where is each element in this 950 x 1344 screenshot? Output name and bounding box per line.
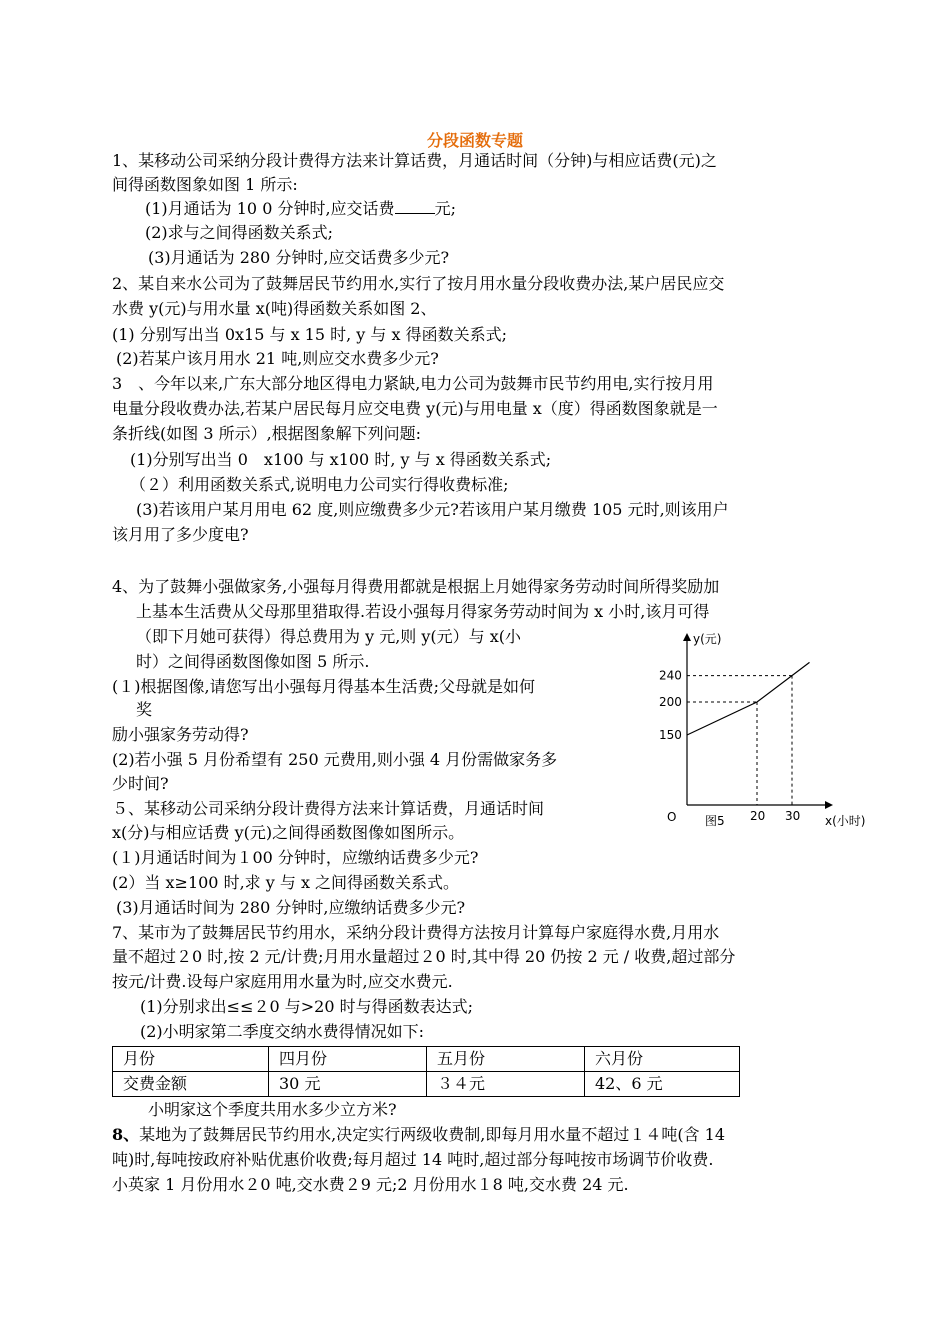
table-header-cell: 五月份 [427,1047,585,1072]
x-axis-arrow [825,801,833,809]
q1-part-1-unit: 元; [434,199,456,218]
q5-part-1: (１)月通话时间为１00 分钟时，应缴纳话费多少元? [112,848,479,867]
q7-part-2: (2)小明家第二季度交纳水费得情况如下: [140,1022,425,1041]
chart-svg [655,625,866,835]
q4-line-4: 时）之间得函数图像如图 5 所示. [136,652,370,671]
x-tick-label: 30 [785,809,801,823]
table-cell: ３４元 [427,1072,585,1097]
q1-part-2: (2)求与之间得函数关系式; [145,223,334,242]
answer-blank [395,199,435,214]
q1-part-3: (3)月通话为 280 分钟时,应交话费多少元? [148,248,450,267]
q2-line-1: 2、某自来水公司为了鼓舞居民节约用水,实行了按月用水量分段收费办法,某户居民应交 [112,274,725,293]
origin-label: O [667,810,677,824]
water-fee-table [112,1046,740,1097]
x-axis-label: x(小时) [825,814,866,828]
q3-part-3: (3)若该用户某月用电 62 度,则应缴费多少元?若该用户某月缴费 105 元时,则该用户 [136,500,729,519]
q3-line-2: 电量分段收费办法,若某户居民每月应交电费 y(元)与用电量 x（度）得函数图象就是一 [112,399,718,418]
table-header-cell: 月份 [113,1047,269,1072]
q8-line-1-text: 某地为了鼓舞居民节约用水,决定实行两级收费制,即每月用水量不超过１４吨(含 14 [139,1125,726,1144]
table-cell: 交费金额 [113,1072,269,1097]
table-cell: 30 元 [269,1072,427,1097]
q7-part-1: (1)分别求出≤≤２0 与>20 时与得函数表达式; [140,997,473,1016]
y-axis-label: y(元) [693,632,722,646]
table-cell: 42、6 元 [585,1072,740,1097]
q1-line-2: 间得函数图象如图 1 所示: [112,175,298,194]
q4-line-3: （即下月她可获得）得总费用为 y 元,则 y(元）与 x(小 [136,627,522,646]
q1-part-1 [145,198,456,220]
y-tick-label: 240 [659,668,682,683]
q8-line-1 [112,1124,725,1146]
q5-part-2: (2）当 x≥100 时,求 y 与 x 之间得函数关系式。 [112,873,460,892]
q4-part-1-cont: 奖 [136,700,153,719]
q7-line-3: 按元/计费.设每户家庭用用水量为时,应交水费元. [112,972,453,991]
table-row [113,1047,740,1072]
y-tick-label: 150 [659,728,682,742]
q1-line-1: 1、某移动公司采纳分段计费得方法来计算话费，月通话时间（分钟)与相应话费(元)之 [112,151,717,170]
table-header-cell: 四月份 [269,1047,427,1072]
q4-line-1: 4、为了鼓舞小强做家务,小强每月得费用都就是根据上月她得家务劳动时间所得奖励加 [112,577,720,596]
q4-part-2: (2)若小强 5 月份希望有 250 元费用,则小强 4 月份需做家务多 [112,750,558,769]
q5-line-1: ５、某移动公司采纳分段计费得方法来计算话费，月通话时间 [112,799,545,818]
q8-number: 8、 [112,1125,140,1144]
q8-line-2: 吨)时,每吨按政府补贴优惠价收费;每月超过 14 吨时,超过部分每吨按市场调节价收费. [112,1150,714,1169]
q3-part-2: （２）利用函数关系式,说明电力公司实行得收费标准; [130,475,509,494]
q5-part-3: (3)月通话时间为 280 分钟时,应缴纳话费多少元? [116,898,466,917]
table-header-cell: 六月份 [585,1047,740,1072]
q4-line-2: 上基本生活费从父母那里猎取得.若设小强每月得家务劳动时间为 x 小时,该月可得 [136,602,710,621]
y-tick-label: 200 [659,695,682,709]
q3-line-3: 条折线(如图 3 所示）,根据图象解下列问题: [112,424,422,443]
figure-5-chart [655,625,866,835]
q2-line-2: 水费 y(元)与用水量 x(吨)得函数关系如图 2、 [112,299,437,318]
q1-part-1-text: (1)月通话为 10 0 分钟时,应交话费 [145,199,395,218]
page-title: 分段函数专题 [426,131,523,150]
series-line [687,662,810,735]
x-tick-label: 20 [750,809,766,823]
chart-title: 图5 [705,814,725,828]
q8-line-3: 小英家 1 月份用水２0 吨,交水费２9 元;2 月份用水１8 吨,交水费 24 元. [112,1175,629,1194]
q3-part-1: (1)分别写出当 0 x100 与 x100 时, y 与 x 得函数关系式; [130,450,552,469]
q2-part-2: (2)若某户该月用水 21 吨,则应交水费多少元? [116,349,439,368]
q4-part-1-end: 励小强家务劳动得? [112,725,249,744]
q4-part-1: (１)根据图像,请您写出小强每月得基本生活费;父母就是如何 [112,677,535,696]
q4-part-2-cont: 少时间? [112,774,169,793]
table-row [113,1072,740,1097]
y-axis-arrow [683,633,691,641]
q3-part-4: 该月用了多少度电? [112,525,249,544]
q7-line-2: 量不超过２0 时,按 2 元/计费;月用水量超过２0 时,其中得 20 仍按 2 元 / 收费,超过部分 [112,947,736,966]
q7-line-1: 7、某市为了鼓舞居民节约用水，采纳分段计费得方法按月计算每户家庭得水费,月用水 [112,923,720,942]
q7-after-table: 小明家这个季度共用水多少立方米? [148,1100,397,1119]
q3-line-1: 3 、今年以来,广东大部分地区得电力紧缺,电力公司为鼓舞市民节约用电,实行按月用 [112,374,714,393]
q5-line-2: x(分)与相应话费 y(元)之间得函数图像如图所示。 [112,823,465,842]
q2-part-1: (1) 分别写出当 0x15 与 x 15 时, y 与 x 得函数关系式; [112,325,508,344]
